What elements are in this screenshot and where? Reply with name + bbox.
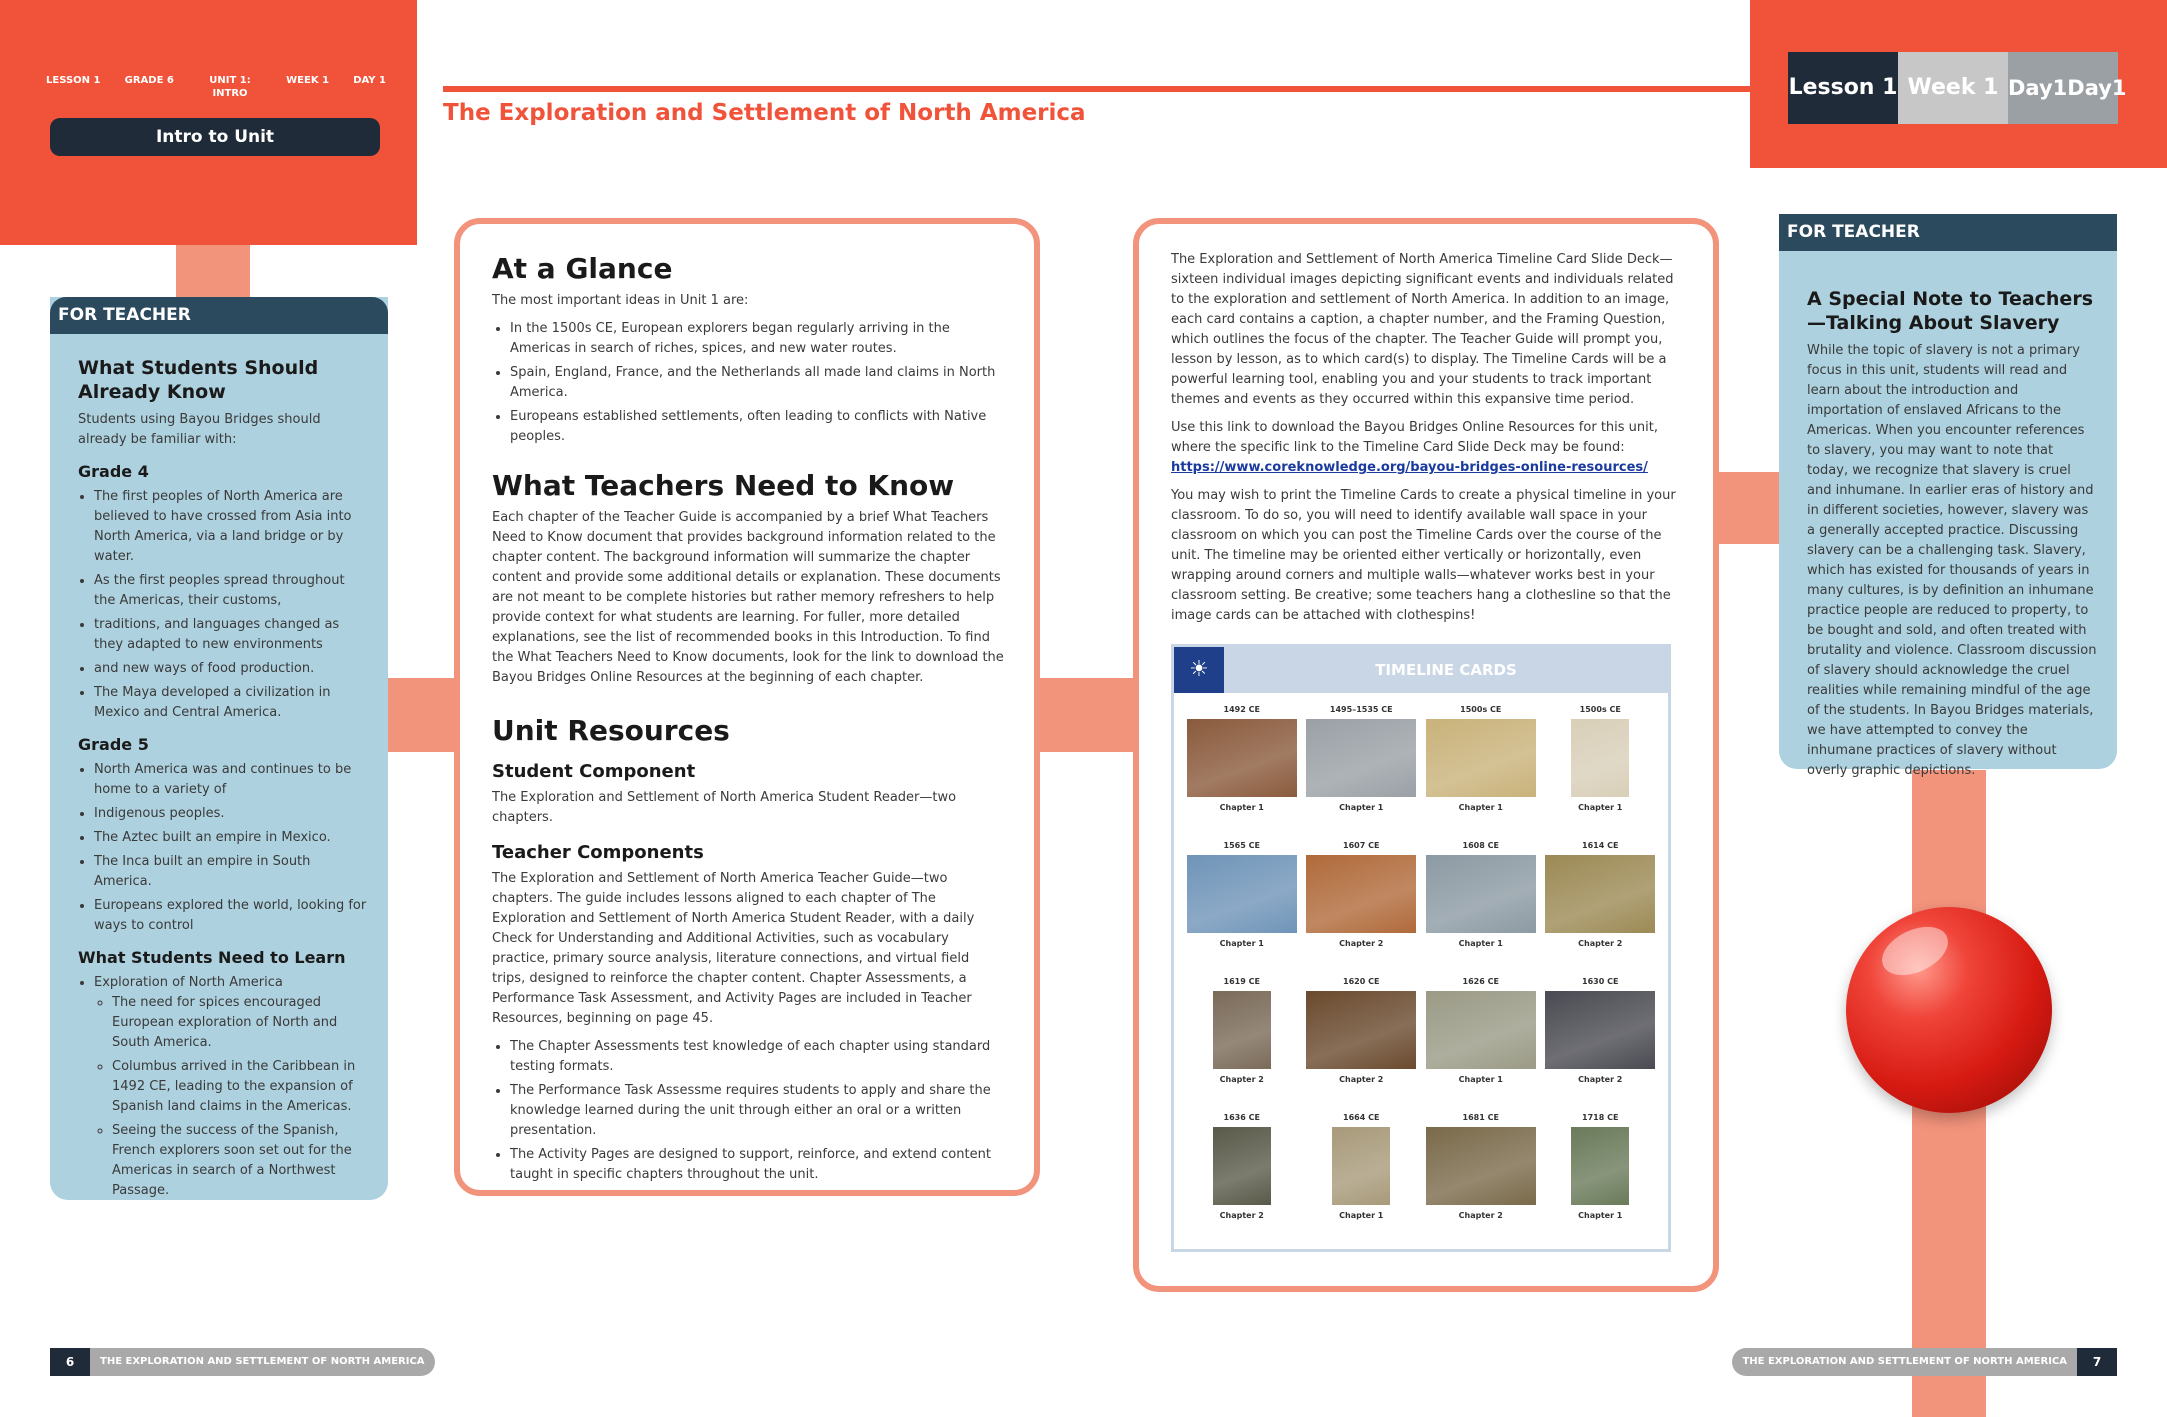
list-item: • The Chapter Assessments test knowledge of each chapter using standard testing formats. [510, 1037, 1004, 1077]
list-item: • The Performance Task Assessme requires students to apply and share the knowledge learned during the unit through either an oral or a written presentation. [510, 1081, 1004, 1141]
teacher-components-list [492, 1037, 1004, 1185]
section-heading: Unit Resources [492, 714, 730, 747]
list-item: ◦ The need for spices encouraged European exploration of North and South America. [112, 993, 368, 1053]
lesson-tabs [1788, 52, 2127, 124]
timeline-card-date: 1495–1535 CE [1329, 705, 1393, 714]
intro-text: The most important ideas in Unit 1 are: [492, 293, 749, 308]
timeline-card [1421, 1111, 1541, 1247]
timeline-card [1302, 839, 1422, 975]
section-heading: What Students Should Already Know [78, 357, 319, 403]
body-text: You may wish to print the Timeline Cards to create a physical timeline in your classroom. To do so, you will need to identify available wall space in your classroom on which you can post the Timeline Cards over the course of the unit. The timeline may be oriented either vertically or horizontally, even wrapping around corners and multiple walls—whatever works best in your classroom setting. Be creative; some teachers hang a clothesline so that the image cards can be attached with clothespins! [1171, 488, 1676, 623]
connector [1715, 472, 1779, 544]
nav-unit[interactable]: UNIT 1: INTRO [209, 75, 251, 99]
timeline-cards-figure [1171, 644, 1671, 1252]
timeline-card-chapter: Chapter 2 [1219, 1211, 1264, 1220]
list-item: • Spain, England, France, and the Netherlands all made land claims in North America. [510, 363, 1004, 403]
body-text: The Exploration and Settlement of North America Timeline Card Slide Deck—sixteen individual images depicting significant events and individuals related to the exploration and settlement of North America. In addition to an image, each card contains a caption, a chapter number, and the Framing Question, which outlines the focus of the chapter. The Teacher Guide will prompt you, lesson by lesson, as to which card(s) to display. The Timeline Cards will be a powerful learning tool, enabling you and your students to track important themes and events as they occurred within this expansive time period. [1171, 252, 1674, 407]
nav-day[interactable]: DAY 1 [353, 75, 386, 86]
timeline-card-image [1426, 855, 1536, 933]
glance-list [492, 319, 1004, 447]
timeline-card-image [1187, 855, 1297, 933]
lightbulb-icon: ☀ [1174, 647, 1224, 693]
list-item: • traditions, and languages changed as they adapted to new environments [94, 615, 368, 655]
grade-heading: Grade 4 [78, 462, 149, 481]
timeline-card [1302, 975, 1422, 1111]
timeline-card-image [1545, 991, 1655, 1069]
section-heading: At a Glance [492, 252, 673, 285]
connector [1036, 678, 1136, 752]
footer-title: THE EXPLORATION AND SETTLEMENT OF NORTH AMERICA [90, 1348, 435, 1376]
tab-week[interactable]: Week 1 [1898, 52, 2008, 124]
timeline-card-date: 1614 CE [1582, 841, 1619, 850]
list-item: • North America was and continues to be home to a variety of [94, 760, 368, 800]
list-item: ◦ Seeing the success of the Spanish, French explorers soon set out for the Americas in search of a Northwest Passage. [112, 1121, 368, 1201]
timeline-card-chapter: Chapter 2 [1339, 939, 1384, 948]
tab-lesson[interactable]: Lesson 1 [1788, 52, 1898, 124]
body-text: The Exploration and Settlement of North America Student Reader—two chapters. [492, 790, 957, 825]
content-card-glance [454, 218, 1040, 1196]
grade5-list [78, 760, 368, 936]
timeline-card-image [1571, 719, 1629, 797]
body-text: Each chapter of the Teacher Guide is accompanied by a brief What Teachers Need to Know document that provides background information related to the chapter content. The background information will summarize the chapter content and provide some additional details or explanation. These documents are not meant to be complete histories but rather memory refreshers to help provide context for what students are learning. For fuller, more detailed explanations, see the list of recommended books in this Introduction. To find the What Teachers Need to Know documents, look for the link to download the Bayou Bridges Online Resources at the beginning of each chapter. [492, 510, 1004, 685]
timeline-card-chapter: Chapter 1 [1578, 1211, 1623, 1220]
timeline-card-date: 1500s CE [1460, 705, 1502, 714]
timeline-card-image [1426, 1127, 1536, 1205]
page-number: 7 [2077, 1348, 2117, 1376]
header-right-block [1750, 0, 2167, 168]
timeline-card-chapter: Chapter 1 [1458, 803, 1503, 812]
timeline-card-date: 1664 CE [1343, 1113, 1380, 1122]
subheading: Teacher Components [492, 842, 704, 863]
timeline-card-date: 1492 CE [1223, 705, 1260, 714]
resources-link[interactable]: https://www.coreknowledge.org/bayou-bridges-online-resources/ [1171, 460, 1648, 475]
timeline-card-date: 1607 CE [1343, 841, 1380, 850]
timeline-card [1302, 703, 1422, 839]
list-item: • and new ways of food production. [94, 659, 368, 679]
timeline-header [1174, 647, 1668, 693]
connector [176, 245, 250, 297]
list-item-text: Exploration of North America [94, 975, 283, 990]
timeline-card-chapter: Chapter 1 [1219, 939, 1264, 948]
list-item [94, 973, 368, 1201]
timeline-card-date: 1565 CE [1223, 841, 1260, 850]
connector [388, 678, 458, 752]
timeline-card-image [1332, 1127, 1390, 1205]
timeline-card-date: 1681 CE [1462, 1113, 1499, 1122]
section-heading: A Special Note to Teachers—Talking About Slavery [1807, 288, 2094, 334]
footer-title: THE EXPLORATION AND SETTLEMENT OF NORTH AMERICA [1732, 1348, 2077, 1376]
timeline-card-date: 1636 CE [1223, 1113, 1260, 1122]
timeline-card-date: 1620 CE [1343, 977, 1380, 986]
timeline-card-chapter: Chapter 2 [1458, 1211, 1503, 1220]
intro-to-unit-button[interactable]: Intro to Unit [50, 118, 380, 156]
teacher-panel-left [50, 297, 388, 1200]
list-item: • The Activity Pages are designed to support, reinforce, and extend content taught in specific chapters throughout the unit. [510, 1145, 1004, 1185]
timeline-card [1541, 839, 1661, 975]
lesson-nav [46, 74, 386, 100]
timeline-card-chapter: Chapter 2 [1339, 1075, 1384, 1084]
timeline-card-image [1213, 991, 1271, 1069]
timeline-card-image [1306, 855, 1416, 933]
timeline-card-chapter: Chapter 1 [1458, 1075, 1503, 1084]
timeline-card-date: 1718 CE [1582, 1113, 1619, 1122]
body-text [1171, 418, 1681, 478]
timeline-card-date: 1608 CE [1462, 841, 1499, 850]
timeline-card-chapter: Chapter 2 [1219, 1075, 1264, 1084]
timeline-card-image [1306, 991, 1416, 1069]
list-item: • In the 1500s CE, European explorers began regularly arriving in the Americas in search of riches, spices, and new water routes. [510, 319, 1004, 359]
timeline-card [1182, 975, 1302, 1111]
nav-lesson[interactable]: LESSON 1 [46, 75, 101, 86]
timeline-card-chapter: Chapter 1 [1578, 803, 1623, 812]
timeline-card-date: 1500s CE [1579, 705, 1621, 714]
timeline-card [1182, 1111, 1302, 1247]
list-item: • The Maya developed a civilization in Mexico and Central America. [94, 683, 368, 723]
list-item: ◦ Columbus arrived in the Caribbean in 1492 CE, leading to the expansion of Spanish land claims in the Americas. [112, 1057, 368, 1117]
tab-day[interactable]: Day1Day1 [2008, 52, 2118, 124]
timeline-card-date: 1626 CE [1462, 977, 1499, 986]
body-text: While the topic of slavery is not a primary focus in this unit, students will read and learn about the introduction and importation of enslaved Africans to the Americas. When you encounter references to slavery, you may want to note that today, we recognize that slavery is cruel and inhumane. In earlier eras of history and in different societies, however, slavery was a generally accepted practice. Discussing slavery can be a challenging task. Slavery, which has existed for thousands of years in many cultures, is by definition an inhumane practice people are reduced to property, to be bought and sold, and often treated with brutality and violence. Classroom discussion of slavery should acknowledge the cruel realities while remaining mindful of the age of the students. In Bayou Bridges materials, we have attempted to convey the inhumane practices of slavery without overly graphic depictions. [1807, 343, 2097, 778]
list-item: • The Inca built an empire in South America. [94, 852, 368, 892]
list-item: • Europeans explored the world, looking for ways to control [94, 896, 368, 936]
timeline-card-chapter: Chapter 1 [1339, 1211, 1384, 1220]
body-text: The Exploration and Settlement of North America Teacher Guide—two chapters. The guide includes lessons aligned to each chapter of The Exploration and Settlement of North America Student Reader, with a daily Check for Understanding and Additional Activities, such as vocabulary practice, primary source analysis, literature connections, and virtual field trips, designed to reinforce the chapter content. Chapter Assessments, a Performance Task Assessment, and Activity Pages are included in Teacher Resources, beginning on page 45. [492, 871, 975, 1026]
grade4-list [78, 487, 368, 723]
timeline-card-chapter: Chapter 1 [1458, 939, 1503, 948]
timeline-card-chapter: Chapter 1 [1339, 803, 1384, 812]
timeline-card-date: 1619 CE [1223, 977, 1260, 986]
nav-grade[interactable]: GRADE 6 [124, 75, 174, 86]
list-item: • The Aztec built an empire in Mexico. [94, 828, 368, 848]
timeline-card [1421, 975, 1541, 1111]
timeline-card-image [1213, 1127, 1271, 1205]
panel-header: FOR TEACHER [50, 297, 388, 334]
sub-list [94, 993, 368, 1201]
timeline-card-date: 1630 CE [1582, 977, 1619, 986]
timeline-card [1541, 703, 1661, 839]
panel-header: FOR TEACHER [1779, 214, 2117, 251]
content-card-timeline [1133, 218, 1719, 1292]
timeline-card [1182, 703, 1302, 839]
timeline-card [1541, 975, 1661, 1111]
timeline-card-image [1426, 719, 1536, 797]
list-item: • Indigenous peoples. [94, 804, 368, 824]
teacher-panel-right [1779, 214, 2117, 778]
timeline-card-chapter: Chapter 1 [1219, 803, 1264, 812]
timeline-card-image [1306, 719, 1416, 797]
list-item: • The first peoples of North America are believed to have crossed from Asia into North America, via a land bridge or by water. [94, 487, 368, 567]
page-title: The Exploration and Settlement of North America [443, 100, 1086, 126]
red-sphere-decoration [1846, 907, 2052, 1113]
title-divider [443, 86, 1753, 92]
list-item: • As the first peoples spread throughout the Americas, their customs, [94, 571, 368, 611]
timeline-title: TIMELINE CARDS [1375, 661, 1517, 679]
timeline-card [1302, 1111, 1422, 1247]
footer-right [1732, 1348, 2117, 1376]
need-list [78, 973, 368, 1201]
timeline-card [1421, 839, 1541, 975]
intro-text: Students using Bayou Bridges should already be familiar with: [78, 412, 321, 447]
timeline-card-chapter: Chapter 2 [1578, 939, 1623, 948]
timeline-card-image [1545, 855, 1655, 933]
list-item: • Europeans established settlements, often leading to conflicts with Native peoples. [510, 407, 1004, 447]
body-text-span: Use this link to download the Bayou Bridges Online Resources for this unit, where the specific link to the Timeline Card Slide Deck may be found: [1171, 420, 1658, 455]
header-left-block [0, 0, 417, 245]
timeline-card-image [1426, 991, 1536, 1069]
section-heading: What Students Need to Learn [78, 948, 346, 967]
subheading: Student Component [492, 761, 696, 782]
timeline-card [1541, 1111, 1661, 1247]
timeline-card-image [1571, 1127, 1629, 1205]
timeline-card [1182, 839, 1302, 975]
timeline-card-image [1187, 719, 1297, 797]
grade-heading: Grade 5 [78, 735, 149, 754]
timeline-grid [1174, 693, 1668, 1247]
page-number: 6 [50, 1348, 90, 1376]
nav-week[interactable]: WEEK 1 [286, 75, 330, 86]
footer-left [50, 1348, 435, 1376]
timeline-card-chapter: Chapter 2 [1578, 1075, 1623, 1084]
section-heading: What Teachers Need to Know [492, 469, 955, 502]
timeline-card [1421, 703, 1541, 839]
